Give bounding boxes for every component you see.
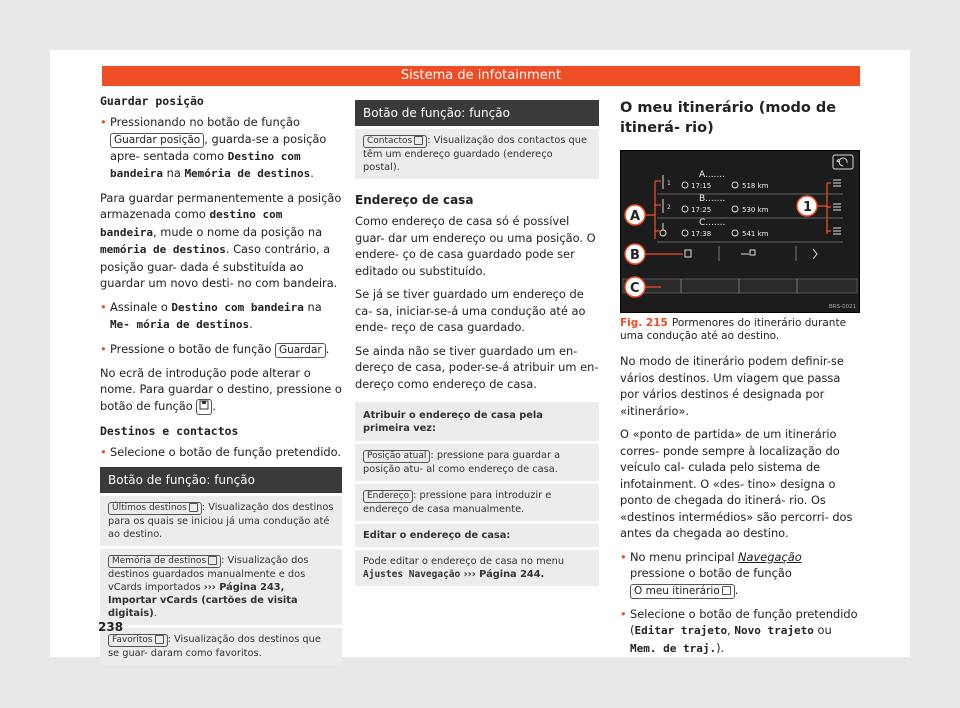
svg-text:2: 2 [667, 204, 671, 211]
svg-text:C.......: C....... [699, 218, 726, 228]
svg-text:17:38: 17:38 [691, 230, 712, 238]
memoria-destinos-button[interactable]: Memória de destinos [108, 555, 221, 568]
svg-text:17:15: 17:15 [691, 182, 712, 190]
column-right [620, 94, 860, 664]
meu-itinerario-button[interactable]: O meu itinerário [630, 584, 735, 599]
function-table-right [355, 100, 599, 179]
table-row: Últimos destinos : Visualização dos destinos para os quais se iniciou já uma condução até ao destino. [100, 493, 342, 546]
callout-1 [797, 196, 817, 216]
table-subheader: Atribuir o endereço de casa pela primeira vez: [363, 410, 543, 434]
section-title-itinerario: O meu itinerário (modo de itinerá- rio) [620, 100, 837, 136]
favoritos-button[interactable]: Favoritos [108, 634, 168, 647]
paragraph-itinerario-1: No modo de itinerário podem definir-se vários destinos. Um viagem que passa por vários destinos é designada por «itinerário». [620, 354, 844, 418]
navegacao-menu-link[interactable]: Navegação [738, 549, 802, 564]
posicao-atual-button[interactable]: Posição atual [363, 450, 430, 463]
page-reference[interactable]: ››› Página 243, Importar vCards (cartões de visita digitais) [108, 582, 298, 619]
flag-icon [189, 503, 198, 512]
svg-text:541 km: 541 km [742, 230, 769, 238]
itinerary-screen-drawing [621, 151, 859, 312]
paragraph-endereco-1: Como endereço de casa só é possível guar- dar um endereço ou uma posição. O endere- ço de casa guardado pode ser editado ou substituído. [355, 214, 596, 278]
pin-icon [208, 556, 217, 565]
svg-text:530 km: 530 km [742, 206, 769, 214]
contact-card-icon [414, 136, 423, 145]
contactos-button[interactable]: Contactos [363, 135, 427, 148]
star-icon [155, 635, 164, 644]
svg-text:518 km: 518 km [742, 182, 769, 190]
heading-guardar-posicao: Guardar posição [100, 94, 204, 108]
manual-page [50, 50, 910, 657]
table-row: Posição atual : pressione para guardar a posição atu- al como endereço de casa. [355, 441, 599, 481]
figure-caption: Fig. 215 Pormenores do itinerário durante uma condução até ao destino. [620, 317, 847, 342]
table-subheader: Editar o endereço de casa: [355, 521, 599, 547]
figure-code: BRS-0021 [829, 304, 857, 310]
endereco-button[interactable]: Endereço [363, 490, 413, 503]
page-reference[interactable]: ››› Página 244. [460, 569, 545, 580]
table-header: Botão de função: função [355, 100, 599, 126]
guardar-posicao-button[interactable]: Guardar posição [110, 133, 204, 148]
table-row: Favoritos : Visualização dos destinos que se guar- daram como favoritos. [100, 625, 342, 665]
bullet-assinale: • Assinale o Destino com bandeira na Me- mória de destinos. [100, 299, 342, 334]
guardar-button[interactable]: Guardar [275, 343, 326, 358]
paragraph-endereco-2: Se já se tiver guardado um endereço de ca- sa, iniciar-se-á uma condução até ao ende- reço de casa guardado. [355, 287, 586, 334]
ultimos-destinos-button[interactable]: Últimos destinos [108, 502, 202, 515]
table-row: Contactos : Visualização dos contactos que têm um endereço guardado (endereço postal). [355, 126, 599, 179]
table-row: Memória de destinos : Visualização dos destinos guardados manualmente e dos vCards importados ››› Página 243, Importar vCards (cartões de visita digitais). [100, 546, 342, 625]
table-row: Pode editar o endereço de casa no menu Ajustes Navegação ››› Página 244. [355, 547, 599, 586]
column-middle [355, 100, 599, 586]
svg-text:1: 1 [803, 200, 813, 215]
paragraph-itinerario-2: O «ponto de partida» de um itinerário corres- ponde sempre à localização do veículo cal- culada pelo sistema de infotainment. O «des- tino» designa o ponto de chegada do itinerá- rio. Os «destinos intermédios» são percorri- dos antes da chegada ao destino. [620, 427, 853, 540]
bullet-pressione-guardar: • Pressione o botão de função Guardar . [100, 341, 342, 358]
route-icon [722, 586, 731, 595]
bullet-guardar-posicao: • Pressionando no botão de função Guardar posição , guarda-se a posição apre- sentada como Destino com bandeira na Memória de destinos. [100, 114, 342, 183]
heading-endereco-casa: Endereço de casa [355, 193, 474, 207]
bullet-menu-principal: • No menu principal Navegação pressione o botão de função O meu itinerário . [620, 549, 860, 599]
bullet-selecione: • Selecione o botão de função pretendido. [100, 444, 342, 461]
callout-a [625, 205, 645, 225]
table-row: Endereço : pressione para introduzir e endereço de casa manualmente. [355, 481, 599, 521]
bullet-selecione-funcao: • Selecione o botão de função pretendido (Editar trajeto, Novo trajeto ou Mem. de traj.). [620, 606, 860, 658]
svg-text:17:25: 17:25 [691, 206, 712, 214]
svg-text:B.......: B....... [699, 194, 726, 204]
paragraph-endereco-3: Se ainda não se tiver guardado um en- dereço de casa, poder-se-á atribuir um en- dereço como endereço de casa. [355, 343, 599, 391]
svg-text:A.......: A....... [699, 170, 726, 180]
callout-c [625, 277, 645, 297]
function-table-left [100, 467, 342, 665]
svg-text:C: C [630, 281, 640, 296]
paragraph-ecra-introducao: No ecrã de introdução pode alterar o nome. Para guardar o destino, pressione o botão de função . [100, 365, 342, 413]
page-header: Sistema de infotainment [102, 66, 860, 86]
bottom-bar [623, 279, 857, 293]
save-icon-button[interactable] [196, 399, 212, 415]
save-icon [199, 400, 209, 410]
heading-destinos-contactos: Destinos e contactos [100, 423, 239, 438]
paragraph-permanent: Para guardar permanentemente a posição armazenada como destino com bandeira, mude o nome da posição na memória de destinos. Caso contrário, a posição guar- dada é substituída ao guardar um novo desti- no com bandeira. [100, 190, 342, 290]
svg-text:1: 1 [667, 180, 671, 187]
callout-b [625, 244, 645, 264]
page-number: 238 [98, 620, 124, 634]
home-address-table [355, 402, 599, 586]
svg-text:B: B [630, 248, 640, 263]
column-left [100, 94, 342, 665]
figure-itinerary-screen [620, 150, 860, 313]
svg-text:A: A [630, 209, 641, 224]
table-header: Botão de função: função [100, 467, 342, 493]
